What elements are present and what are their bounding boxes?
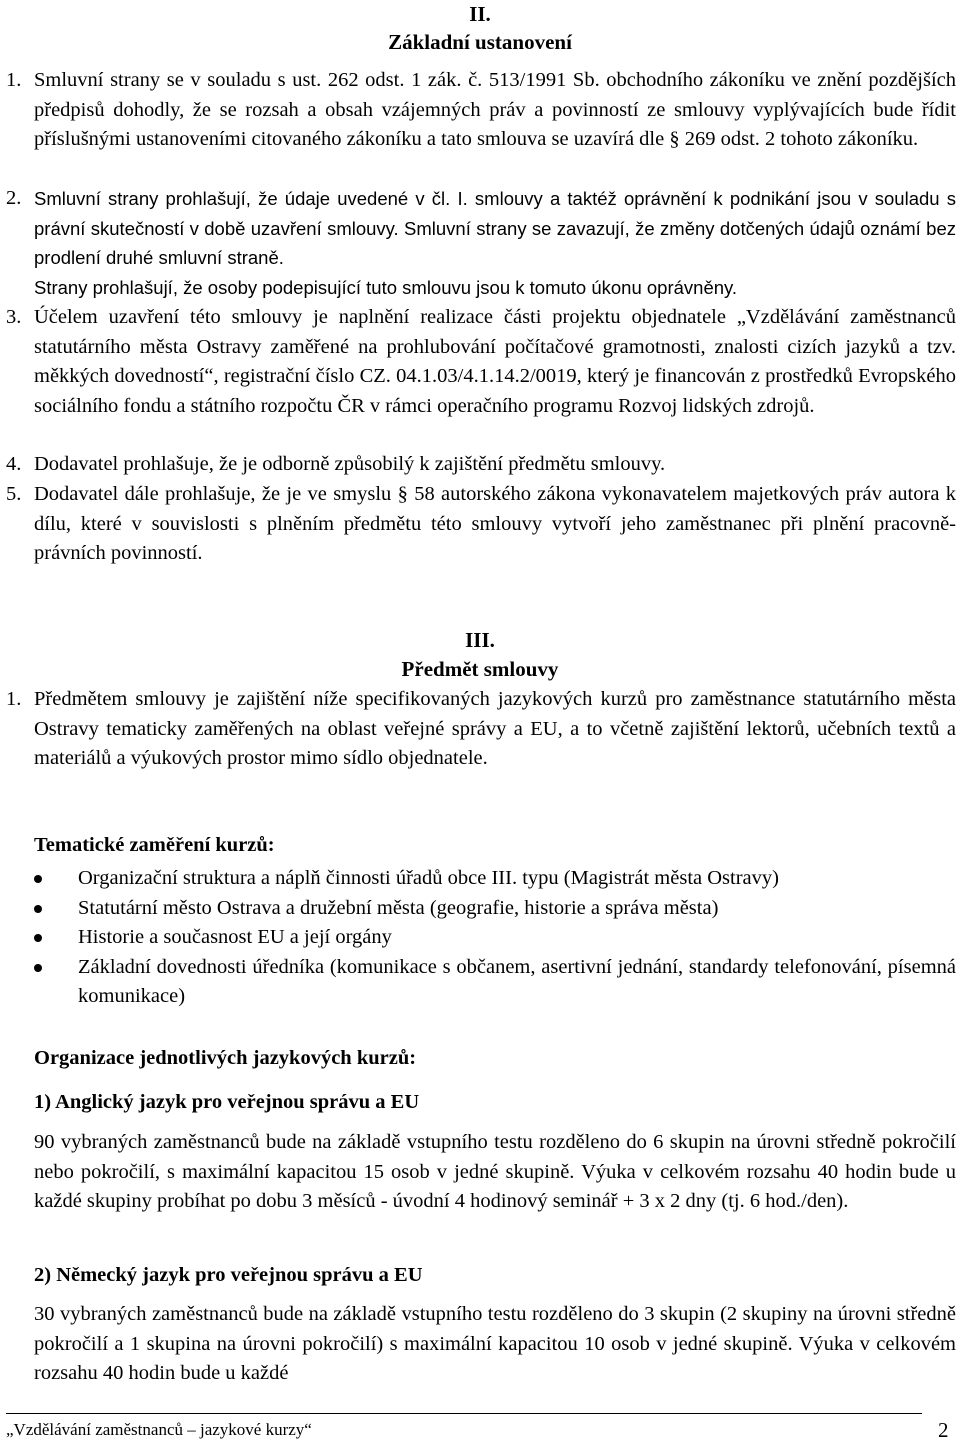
bullet-icon	[34, 905, 42, 913]
list-item: Historie a současnost EU a její orgány	[34, 923, 956, 953]
thematic-heading: Tematické zaměření kurzů:	[34, 834, 275, 856]
section-2-item-4	[6, 450, 956, 480]
section-3-number: III.	[465, 628, 495, 652]
section-3-item-1	[6, 685, 956, 774]
course-2-text: 30 vybraných zaměstnanců bude na základě vstupního testu rozděleno do 3 skupin (2 skupiny na úrovni středně pokročilí a 1 skupina na úrovni pokročilí) s maximální kapacitou 10 osob v jedné skupině. Výuka v celkovém rozsahu 40 hodin bude u každé	[34, 1303, 956, 1384]
list-item: Organizační struktura a náplň činnosti úřadů obce III. typu (Magistrát města Ostravy)	[34, 864, 956, 894]
item-number: 4.	[6, 453, 22, 475]
item-number: 1.	[6, 688, 22, 710]
section-2-item-2	[6, 184, 956, 302]
item-text: Smluvní strany se v souladu s ust. 262 odst. 1 zák. č. 513/1991 Sb. obchodního zákoníku ve znění pozdějších předpisů dohodly, že se rozsah a obsah vzájemných práv a povinností ze smlouvy vyplývajících bude řídit příslušnými ustanoveními citovaného zákoníku a tato smlouva se uzavírá dle § 269 odst. 2 tohoto zákoníku.	[34, 69, 956, 150]
item-number: 1.	[6, 69, 22, 91]
list-item: Základní dovednosti úředníka (komunikace s občanem, asertivní jednání, standardy telefonování, písemná komunikace)	[34, 953, 956, 1012]
footer-divider	[6, 1413, 922, 1414]
item-text-part-b: Strany prohlašují, že osoby podepisující tuto smlouvu jsou k tomuto úkonu oprávněny.	[34, 276, 738, 298]
footer-text: „Vzdělávání zaměstnanců – jazykové kurzy“	[6, 1420, 312, 1439]
item-text: Předmětem smlouvy je zajištění níže specifikovaných jazykových kurzů pro zaměstnance statutárního města Ostravy tematicky zaměřených na oblast veřejné správy a EU, a to včetně zajištění lektorů, učebních textů a materiálů a výukových prostor mimo sídlo objednatele.	[34, 688, 956, 769]
section-2-item-5	[6, 480, 956, 569]
bullet-icon	[34, 964, 42, 972]
list-item: Statutární město Ostrava a družební města (geografie, historie a správa města)	[34, 894, 956, 924]
page-number: 2	[938, 1418, 949, 1442]
bullet-icon	[34, 875, 42, 883]
item-text: Dodavatel dále prohlašuje, že je ve smyslu § 58 autorského zákona vykonavatelem majetkových práv autora k dílu, které v souvislosti s plněním předmětu této smlouvy vytvoří jeho zaměstnanec při plnění pracovně-právních povinností.	[34, 483, 956, 564]
organization-heading: Organizace jednotlivých jazykových kurzů:	[34, 1047, 417, 1069]
item-text: Účelem uzavření této smlouvy je naplnění realizace části projektu objednatele „Vzdělávání zaměstnanců statutárního města Ostravy zaměřené na prohlubování počítačové gramotnosti, znalosti cizích jazyků a tzv. měkkých dovedností“, registrační číslo CZ. 04.1.03/4.1.14.2/0019, který je financován z prostředků Evropského sociálního fondu a státního rozpočtu ČR v rámci operačního programu Rozvoj lidských zdrojů.	[34, 306, 956, 417]
item-text: Dodavatel prohlašuje, že je odborně způsobilý k zajištění předmětu smlouvy.	[34, 453, 666, 475]
item-number: 3.	[6, 306, 22, 328]
section-2-title: Základní ustanovení	[388, 30, 572, 54]
item-text-part-a: Smluvní strany prohlašují, že údaje uvedené v čl. I. smlouvy a taktéž oprávnění k podnikání jsou v souladu s právní skutečností v době uzavření smlouvy. Smluvní strany se zavazují, že změny dotčených údajů oznámí bez prodlení druhé smluvní straně.	[34, 188, 956, 268]
item-text	[34, 184, 956, 302]
section-2-item-3	[6, 303, 956, 421]
section-2-number: II.	[469, 2, 491, 26]
thematic-list	[34, 864, 956, 1012]
section-2-item-1	[6, 66, 956, 155]
bullet-icon	[34, 934, 42, 942]
item-number: 2.	[6, 187, 22, 209]
course-1-title: 1) Anglický jazyk pro veřejnou správu a EU	[34, 1091, 420, 1113]
course-2-title: 2) Německý jazyk pro veřejnou správu a EU	[34, 1264, 423, 1286]
course-1-text: 90 vybraných zaměstnanců bude na základě vstupního testu rozděleno do 6 skupin na úrovni středně pokročilí nebo pokročilí, s maximální kapacitou 15 osob v jedné skupině. Výuka v celkovém rozsahu 40 hodin bude u každé skupiny probíhat po dobu 3 měsíců - úvodní 4 hodinový seminář + 3 x 2 dny (tj. 6 hod./den).	[34, 1131, 956, 1212]
section-3-title: Předmět smlouvy	[401, 657, 559, 681]
item-number: 5.	[6, 483, 22, 505]
